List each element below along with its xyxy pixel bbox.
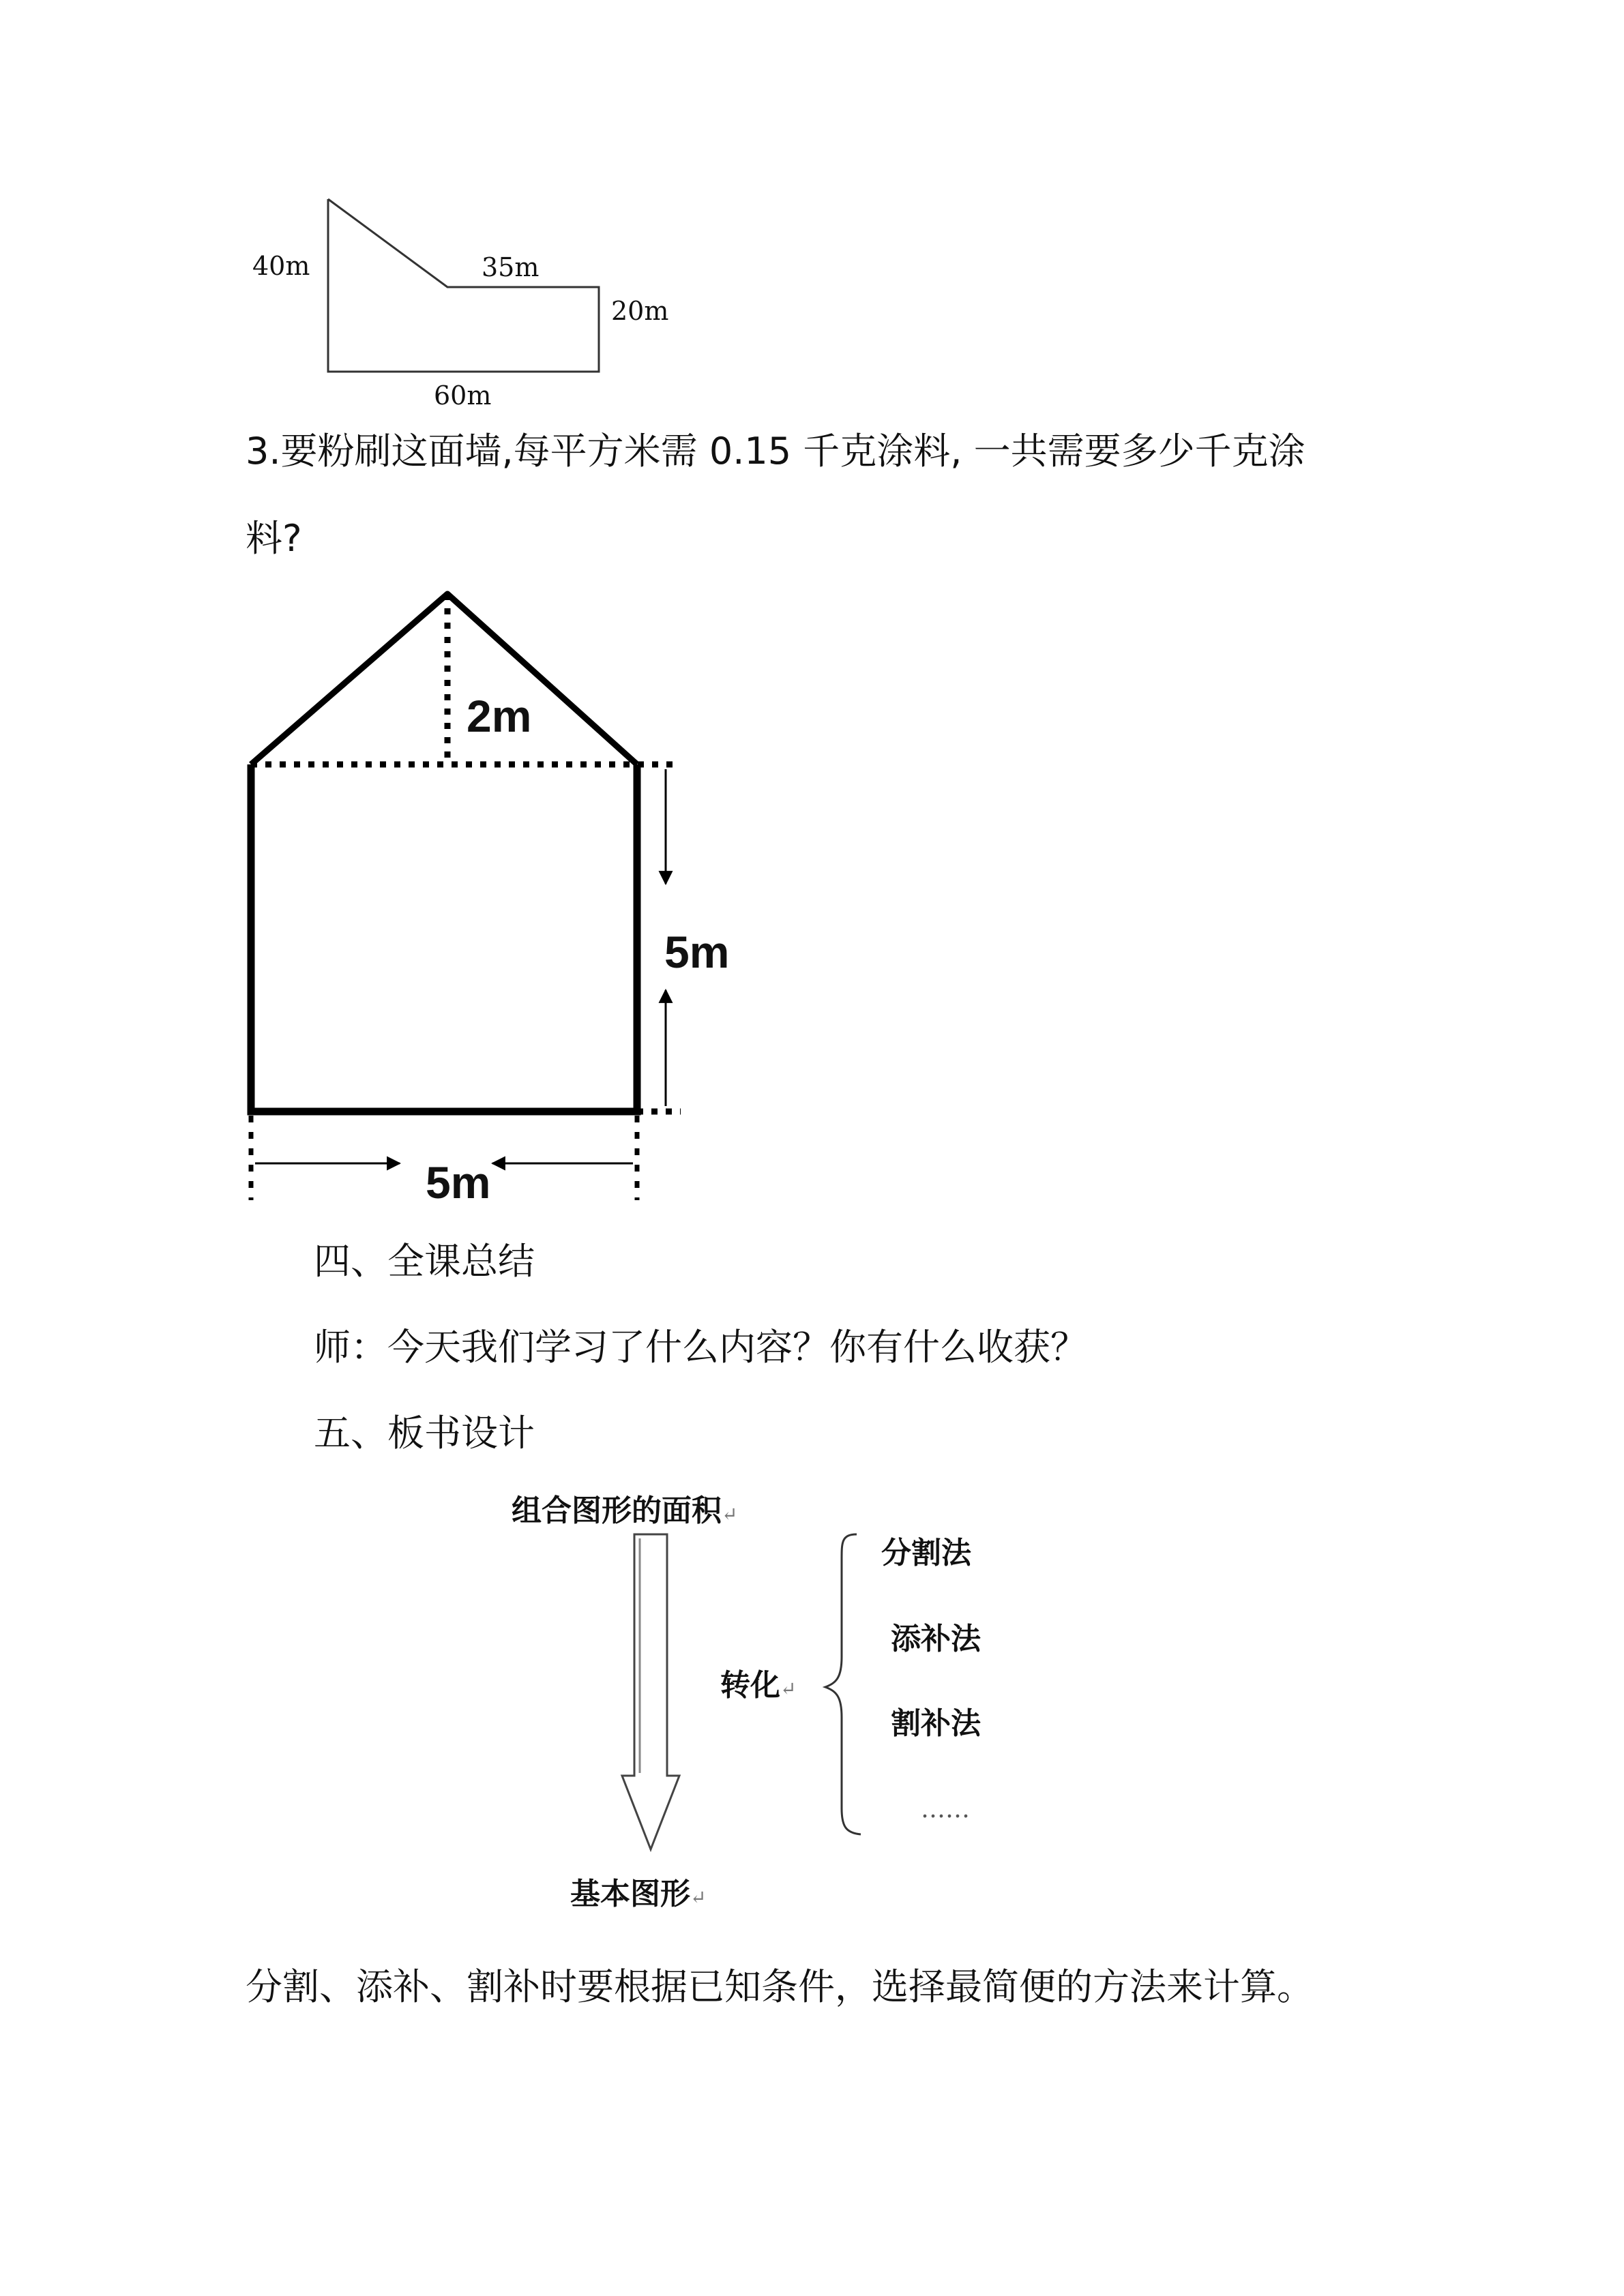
board-bottom-text: 基本图形 — [570, 1877, 690, 1911]
section-4-title: 四、全课总结 — [314, 1240, 535, 1283]
label-60m: 60m — [434, 381, 492, 411]
question-3-line-1: 3.要粉刷这面墙,每平方米需 0.15 千克涂料, 一共需要多少千克涂 — [246, 430, 1305, 473]
board-top-text: 组合图形的面积 — [512, 1493, 722, 1528]
label-35m: 35m — [482, 252, 540, 282]
return-mark-icon: ↵ — [780, 1678, 797, 1700]
label-5m-side: 5m — [664, 927, 730, 977]
board-top-label — [512, 1493, 737, 1532]
board-convert-text: 转化 — [720, 1668, 780, 1703]
board-convert-label — [720, 1668, 796, 1707]
teacher-question: 师：今天我们学习了什么内容？你有什么收获？ — [314, 1326, 1087, 1369]
question-3-line-2: 料? — [246, 517, 302, 560]
label-5m-base: 5m — [426, 1157, 491, 1208]
label-40m: 40m — [252, 251, 310, 281]
board-bottom-label — [570, 1877, 706, 1915]
label-2m: 2m — [467, 691, 532, 741]
method-split: 分割法 — [881, 1536, 971, 1570]
return-mark-icon: ↵ — [690, 1886, 707, 1909]
section-5-title: 五、板书设计 — [314, 1412, 535, 1455]
label-20m: 20m — [611, 296, 669, 326]
return-mark-icon: ↵ — [722, 1503, 738, 1525]
method-cut-fill: 割补法 — [891, 1706, 981, 1741]
method-ellipsis: …… — [921, 1795, 970, 1823]
conclusion-text: 分割、添补、割补时要根据已知条件，选择最简便的方法来计算。 — [246, 1965, 1314, 2008]
method-fill: 添补法 — [891, 1622, 981, 1656]
